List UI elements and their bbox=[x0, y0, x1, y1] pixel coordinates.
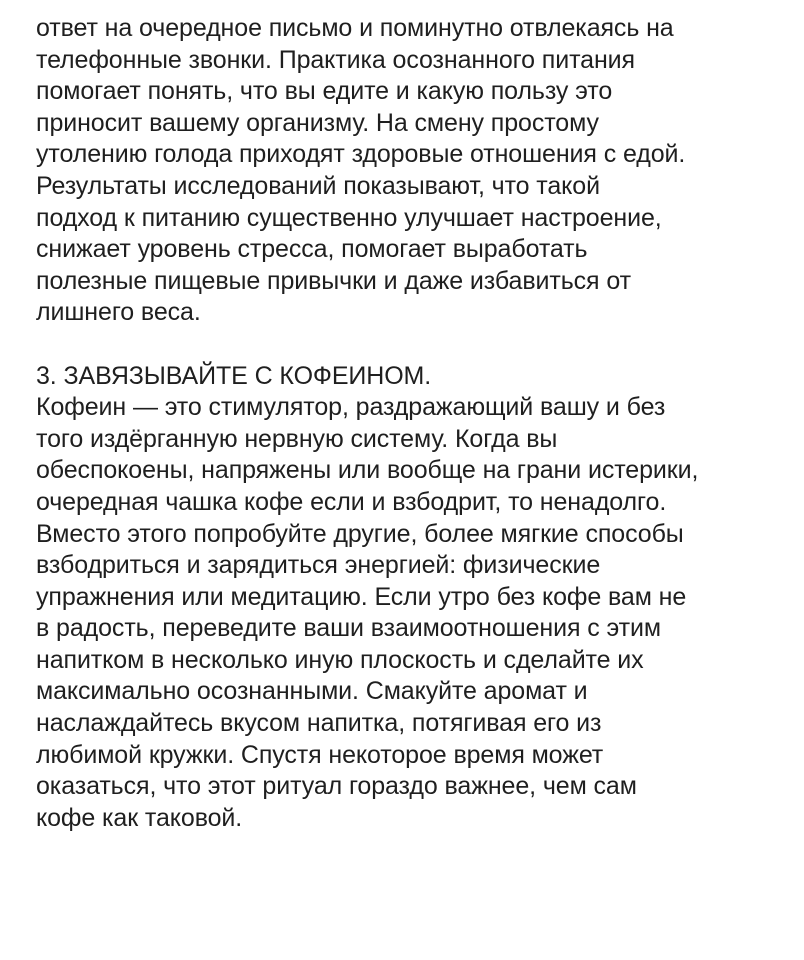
text-line: напитком в несколько иную плоскость и сделайте их bbox=[36, 645, 644, 674]
paragraph-spacer bbox=[36, 329, 786, 361]
text-line: ответ на очередное письмо и поминутно отвлекаясь на bbox=[36, 14, 674, 42]
text-line: того издёрганную нервную систему. Когда вы bbox=[36, 424, 558, 453]
text-line: лишнего веса. bbox=[36, 298, 201, 327]
text-line: Кофеин — это стимулятор, раздражающий вашу и без bbox=[36, 393, 666, 422]
text-line: Вместо этого попробуйте другие, более мягкие способы bbox=[36, 519, 684, 548]
text-line: очередная чашка кофе если и взбодрит, то ненадолго. bbox=[36, 487, 667, 516]
paragraph-mindful-eating bbox=[36, 0, 786, 329]
text-line: телефонные звонки. Практика осознанного питания bbox=[36, 45, 635, 74]
text-line: утолению голода приходят здоровые отношения с едой. bbox=[36, 140, 686, 169]
text-line: оказаться, что этот ритуал гораздо важнее, чем сам bbox=[36, 772, 637, 801]
article-text bbox=[36, 0, 786, 960]
text-line: максимально осознанными. Смакуйте аромат и bbox=[36, 677, 588, 706]
text-line: полезные пищевые привычки и даже избавиться от bbox=[36, 266, 631, 295]
text-line: помогает понять, что вы едите и какую пользу это bbox=[36, 77, 613, 106]
text-line: наслаждайтесь вкусом напитка, потягивая его из bbox=[36, 709, 602, 738]
text-line: обеспокоены, напряжены или вообще на грани истерики, bbox=[36, 456, 699, 485]
section-caffeine bbox=[36, 361, 786, 835]
text-line: любимой кружки. Спустя некоторое время может bbox=[36, 740, 604, 769]
text-line: в радость, переведите ваши взаимоотношения с этим bbox=[36, 614, 661, 643]
text-line: подход к питанию существенно улучшает настроение, bbox=[36, 203, 662, 232]
text-line: упражнения или медитацию. Если утро без кофе вам не bbox=[36, 582, 687, 611]
text-line: кофе как таковой. bbox=[36, 803, 243, 832]
text-line: взбодриться и зарядиться энергией: физические bbox=[36, 551, 601, 580]
text-line: приносит вашему организму. На смену простому bbox=[36, 108, 599, 137]
text-line: Результаты исследований показывают, что такой bbox=[36, 171, 600, 200]
text-line: снижает уровень стресса, помогает выработать bbox=[36, 235, 588, 264]
section-heading: 3. ЗАВЯЗЫВАЙТЕ С КОФЕИНОМ. bbox=[36, 361, 432, 390]
